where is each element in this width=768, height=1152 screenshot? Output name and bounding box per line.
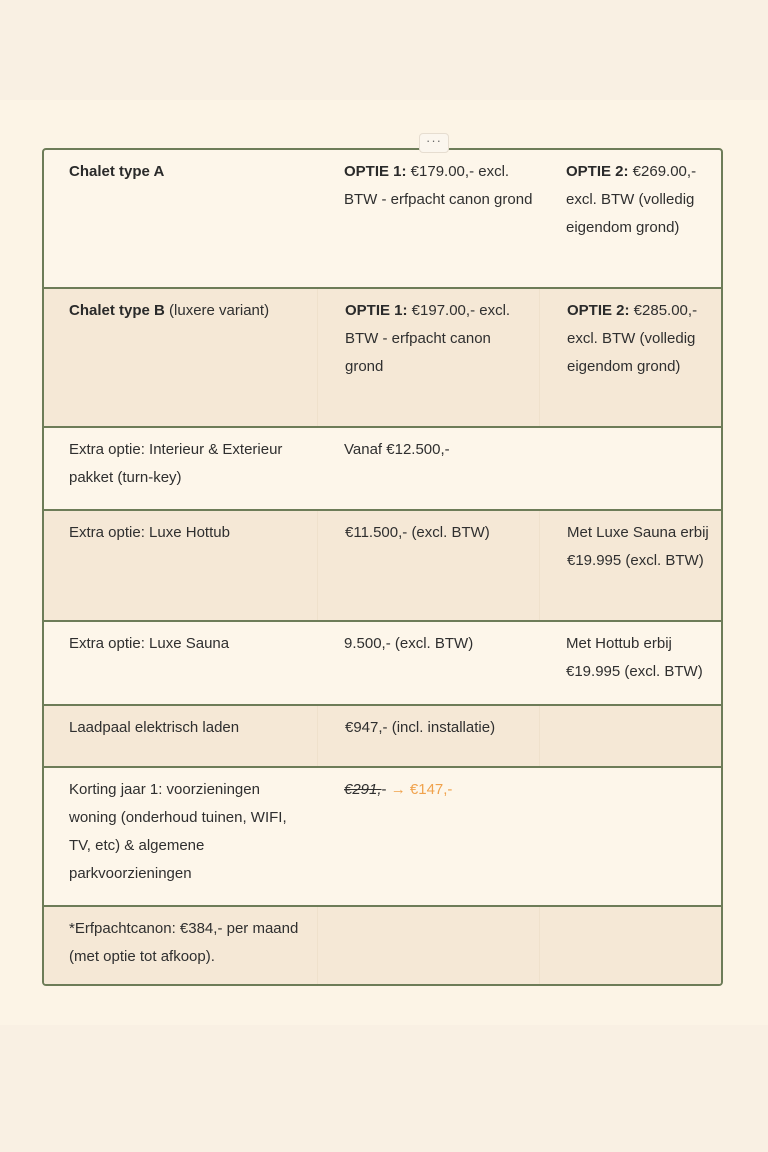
cell-option-1: [317, 150, 539, 287]
table-options-icon[interactable]: ···: [419, 133, 449, 153]
table-row-laadpaal: [44, 704, 721, 766]
cell-extra: [539, 768, 723, 905]
cell-discount-price: [317, 768, 539, 905]
cell-extra: [539, 706, 723, 766]
option-2-price: €269.00,- excl. BTW (volledig eigendom grond): [566, 163, 697, 236]
cell-price: Vanaf €12.500,-: [344, 441, 450, 458]
cell-price: 9.500,- (excl. BTW): [344, 635, 474, 652]
cell-product: Extra optie: Luxe Sauna: [69, 635, 230, 652]
cell-option-1: [317, 289, 539, 426]
table-row-interieur: [44, 426, 721, 509]
cell-product-rest: (luxere variant): [164, 302, 270, 319]
new-price: → €147,-: [386, 781, 453, 798]
old-price: €291,: [344, 781, 382, 798]
option-1-label: OPTIE 1:: [345, 302, 408, 319]
cell-note: *Erfpachtcanon: €384,- per maand (met optie tot afkoop).: [69, 920, 299, 965]
old-price-dash: -: [381, 781, 387, 798]
cell-product: [44, 289, 317, 426]
cell-extra: [539, 428, 723, 509]
cell-product-bold: Chalet type A: [69, 163, 165, 180]
cell-option-2: [539, 289, 723, 426]
table-row-erfpacht: [44, 905, 721, 986]
option-2-label: OPTIE 2:: [566, 163, 629, 180]
cell-option-2: [539, 150, 723, 287]
cell-extra: Met Luxe Sauna erbij €19.995 (excl. BTW): [539, 511, 723, 620]
pricing-table: [42, 148, 723, 986]
option-2-price: €285.00,- excl. BTW (volledig eigendom grond): [567, 302, 698, 375]
table-row-korting: [44, 766, 721, 905]
cell-extra: [539, 907, 723, 986]
cell-price: [317, 907, 539, 986]
option-1-label: OPTIE 1:: [344, 163, 407, 180]
cell-product: [44, 150, 317, 287]
option-1-price: €179.00,- excl. BTW - erfpacht canon grond: [344, 163, 533, 208]
cell-product: Extra optie: Interieur & Exterieur pakket (turn-key): [69, 441, 283, 486]
option-2-label: OPTIE 2:: [567, 302, 630, 319]
table-row-chalet-a: [44, 150, 721, 287]
table-row-hottub: [44, 509, 721, 620]
table-row-chalet-b: [44, 287, 721, 426]
table-row-sauna: [44, 620, 721, 704]
cell-product: Korting jaar 1: voorzieningen woning (onderhoud tuinen, WIFI, TV, etc) & algemene parkvoorzieningen: [69, 781, 287, 882]
cell-product: Laadpaal elektrisch laden: [69, 719, 240, 736]
option-1-price: €197.00,- excl. BTW - erfpacht canon grond: [345, 302, 511, 375]
cell-product: Extra optie: Luxe Hottub: [69, 524, 230, 541]
cell-price: €11.500,- (excl. BTW): [317, 511, 539, 620]
cell-extra: Met Hottub erbij €19.995 (excl. BTW): [566, 635, 703, 680]
cell-product-bold: Chalet type B: [69, 302, 165, 319]
cell-price: €947,- (incl. installatie): [317, 706, 539, 766]
